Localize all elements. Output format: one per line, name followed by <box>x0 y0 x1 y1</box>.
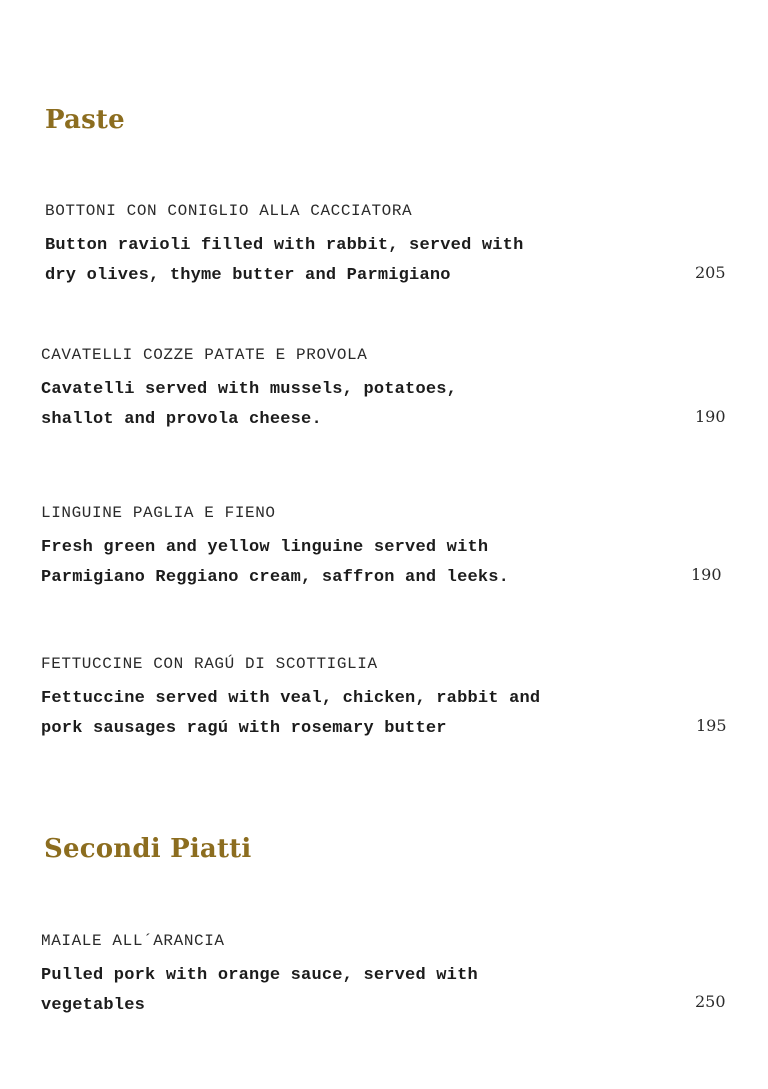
dish-description-line: shallot and provola cheese. <box>41 410 322 429</box>
dish-price: 190 <box>691 565 722 584</box>
dish-name: CAVATELLI COZZE PATATE E PROVOLA <box>41 346 368 364</box>
dish-name: LINGUINE PAGLIA E FIENO <box>41 504 276 522</box>
dish-description-line: Button ravioli filled with rabbit, served with <box>45 236 524 255</box>
menu-item-maiale <box>41 931 731 1021</box>
menu-item-fettuccine <box>41 654 731 744</box>
dish-description-line: Fettuccine served with veal, chicken, rabbit and <box>41 689 541 708</box>
dish-description-line: vegetables <box>41 996 146 1015</box>
dish-description-line: Fresh green and yellow linguine served with <box>41 538 489 557</box>
dish-price: 205 <box>695 263 726 282</box>
dish-description-line: pork sausages ragú with rosemary butter <box>41 719 447 738</box>
dish-name: FETTUCCINE CON RAGÚ DI SCOTTIGLIA <box>41 655 378 673</box>
menu-item-bottoni <box>45 201 735 291</box>
dish-description <box>41 533 731 593</box>
dish-description <box>41 375 731 435</box>
section-title-secondi-piatti: Secondi Piatti <box>44 834 252 864</box>
dish-description-line: Cavatelli served with mussels, potatoes, <box>41 380 458 399</box>
dish-price: 250 <box>695 992 726 1011</box>
dish-description <box>41 961 731 1021</box>
dish-name: MAIALE ALL´ARANCIA <box>41 932 225 950</box>
dish-price: 190 <box>695 407 726 426</box>
dish-description-line: Pulled pork with orange sauce, served with <box>41 966 478 985</box>
dish-description <box>45 231 735 291</box>
dish-price: 195 <box>696 716 727 735</box>
dish-description-line: Parmigiano Reggiano cream, saffron and leeks. <box>41 568 510 587</box>
menu-item-linguine <box>41 503 731 593</box>
section-title-paste: Paste <box>45 105 125 135</box>
dish-description-line: dry olives, thyme butter and Parmigiano <box>45 266 451 285</box>
dish-description <box>41 684 731 744</box>
dish-name: BOTTONI CON CONIGLIO ALLA CACCIATORA <box>45 202 413 220</box>
menu-item-cavatelli <box>41 345 731 435</box>
